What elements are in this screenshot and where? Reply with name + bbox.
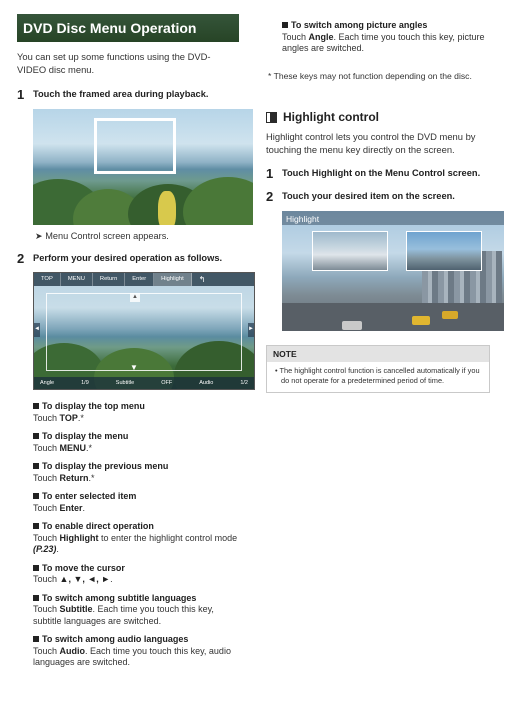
subtitle-button[interactable]: Subtitle — [115, 380, 135, 386]
item-heading: To switch among subtitle languages — [42, 592, 197, 603]
list-item — [33, 401, 239, 424]
bullet-square-icon — [33, 636, 39, 642]
highlight-button[interactable]: Highlight — [154, 273, 192, 286]
item-key: Subtitle — [59, 604, 93, 614]
angle-value: 1/9 — [81, 380, 89, 386]
item-text: .* — [86, 442, 93, 453]
item-key: Enter — [59, 502, 83, 513]
bullet-square-icon — [282, 22, 288, 28]
return-button[interactable]: Return — [93, 273, 125, 286]
step-number: 1 — [266, 166, 274, 181]
menu-tile-train[interactable] — [312, 231, 388, 271]
note-box — [266, 345, 490, 393]
step-text: Touch your desired item on the screen. — [282, 191, 455, 201]
top-button[interactable]: TOP — [34, 273, 61, 286]
list-item — [33, 521, 239, 556]
bullet-square-icon — [33, 493, 39, 499]
item-text: Touch — [33, 472, 60, 483]
bullet-square-icon — [33, 403, 39, 409]
item-key: Highlight — [59, 532, 99, 543]
bullet-square-icon — [33, 463, 39, 469]
menu-tile-city[interactable] — [406, 231, 482, 271]
item-heading: To switch among picture angles — [291, 20, 428, 30]
list-item — [33, 461, 239, 484]
item-text: .* — [88, 472, 95, 483]
item-key: MENU — [59, 442, 87, 453]
framed-touch-area[interactable] — [95, 119, 175, 173]
item-key: TOP — [59, 412, 78, 423]
cursor-area — [46, 293, 242, 371]
list-item — [33, 491, 239, 514]
cursor-right-icon[interactable]: ► — [248, 323, 254, 337]
menu-control-screenshot — [33, 272, 255, 390]
list-item — [33, 634, 239, 669]
operation-list — [33, 401, 239, 669]
item-text: to enter the highlight control mode — [98, 532, 238, 543]
right-column — [266, 20, 490, 393]
item-text: Touch — [33, 412, 60, 423]
step-number: 1 — [17, 87, 25, 102]
enter-button[interactable]: Enter — [125, 273, 154, 286]
step-text: Touch — [282, 168, 312, 178]
item-text: Touch — [33, 532, 60, 543]
step-1 — [17, 88, 239, 101]
item-key: Return — [59, 472, 89, 483]
item-heading: To display the menu — [42, 431, 129, 441]
item-text: . — [56, 544, 59, 554]
item-text: Touch — [33, 604, 60, 614]
menu-toolbar — [34, 273, 254, 286]
cursor-left-icon[interactable]: ◄ — [34, 323, 40, 337]
cursor-up-icon[interactable]: ▲ — [130, 293, 140, 302]
intro-text: You can set up some functions using the DVD-VIDEO disc menu. — [17, 51, 211, 75]
note-heading: NOTE — [267, 346, 489, 362]
step-key: Highlight — [311, 168, 353, 178]
subtitle-value: OFF — [161, 380, 173, 386]
note-body: • The highlight control function is cancelled automatically if you do not operate for a predetermined period of time. — [275, 366, 480, 385]
list-item — [33, 563, 239, 586]
section-intro: Highlight control lets you control the DVD menu by touching the menu key directly on the screen. — [266, 131, 476, 155]
bullet-square-icon — [33, 595, 39, 601]
step-text: on the Menu Control screen. — [352, 168, 481, 178]
item-text: Touch — [33, 442, 60, 453]
item-heading: To display the previous menu — [42, 461, 169, 471]
bullet-square-icon — [33, 523, 39, 529]
item-key: Angle — [308, 31, 334, 42]
item-text: Touch — [33, 574, 60, 584]
page-title: DVD Disc Menu Operation — [17, 14, 239, 42]
item-text: . — [82, 502, 86, 513]
step-2 — [266, 190, 490, 203]
step-text: Perform your desired operation as follows. — [33, 253, 223, 263]
item-heading: To switch among audio languages — [42, 634, 189, 644]
step-2 — [17, 252, 239, 265]
item-key: ▲, ▼, ◄, ► — [59, 574, 111, 584]
playback-screenshot — [33, 109, 253, 225]
highlight-screenshot — [282, 211, 504, 331]
section-title: Highlight control — [283, 110, 379, 124]
left-column — [17, 14, 254, 676]
item-key: Audio — [59, 645, 86, 656]
audio-value: 1/2 — [240, 380, 248, 386]
highlight-label: Highlight — [286, 214, 320, 224]
step-number: 2 — [17, 251, 25, 266]
list-item — [33, 431, 239, 454]
footnote: * These keys may not function depending on the disc. — [268, 70, 472, 81]
step-number: 2 — [266, 189, 274, 204]
menu-button[interactable]: MENU — [61, 273, 93, 286]
item-text: . Each time you touch this key, subtitle languages are switched. — [33, 604, 214, 626]
item-text: Touch — [282, 31, 309, 42]
audio-button[interactable]: Audio — [199, 380, 214, 386]
item-heading: To move the cursor — [42, 562, 125, 573]
list-item — [33, 593, 239, 628]
section-heading — [266, 110, 490, 124]
cursor-down-icon[interactable]: ▼ — [130, 363, 138, 372]
step-1-result: ➤ Menu Control screen appears. — [35, 231, 169, 241]
item-text: . Each time you touch this key, picture angles are switched. — [282, 31, 485, 53]
item-heading: To display the top menu — [42, 401, 145, 411]
menu-bottom-bar — [34, 377, 254, 389]
step-1 — [266, 167, 490, 180]
angle-button[interactable]: Angle — [40, 380, 55, 386]
page-reference-link[interactable]: (P.23) — [33, 544, 57, 554]
item-heading: To enable direct operation — [42, 521, 154, 531]
item-text: Touch — [33, 502, 60, 513]
item-heading: To enter selected item — [42, 491, 137, 501]
item-text: . — [110, 574, 113, 584]
step-text: Touch the framed area during playback. — [33, 89, 209, 99]
bullet-square-icon — [33, 433, 39, 439]
back-icon[interactable]: ↰ — [198, 275, 206, 284]
item-text: . Each time you touch this key, audio languages are switched. — [33, 645, 231, 667]
list-item — [282, 20, 490, 55]
item-text: .* — [77, 412, 84, 423]
bullet-square-icon — [33, 565, 39, 571]
item-text: Touch — [33, 645, 60, 656]
section-marker-icon — [266, 112, 277, 123]
